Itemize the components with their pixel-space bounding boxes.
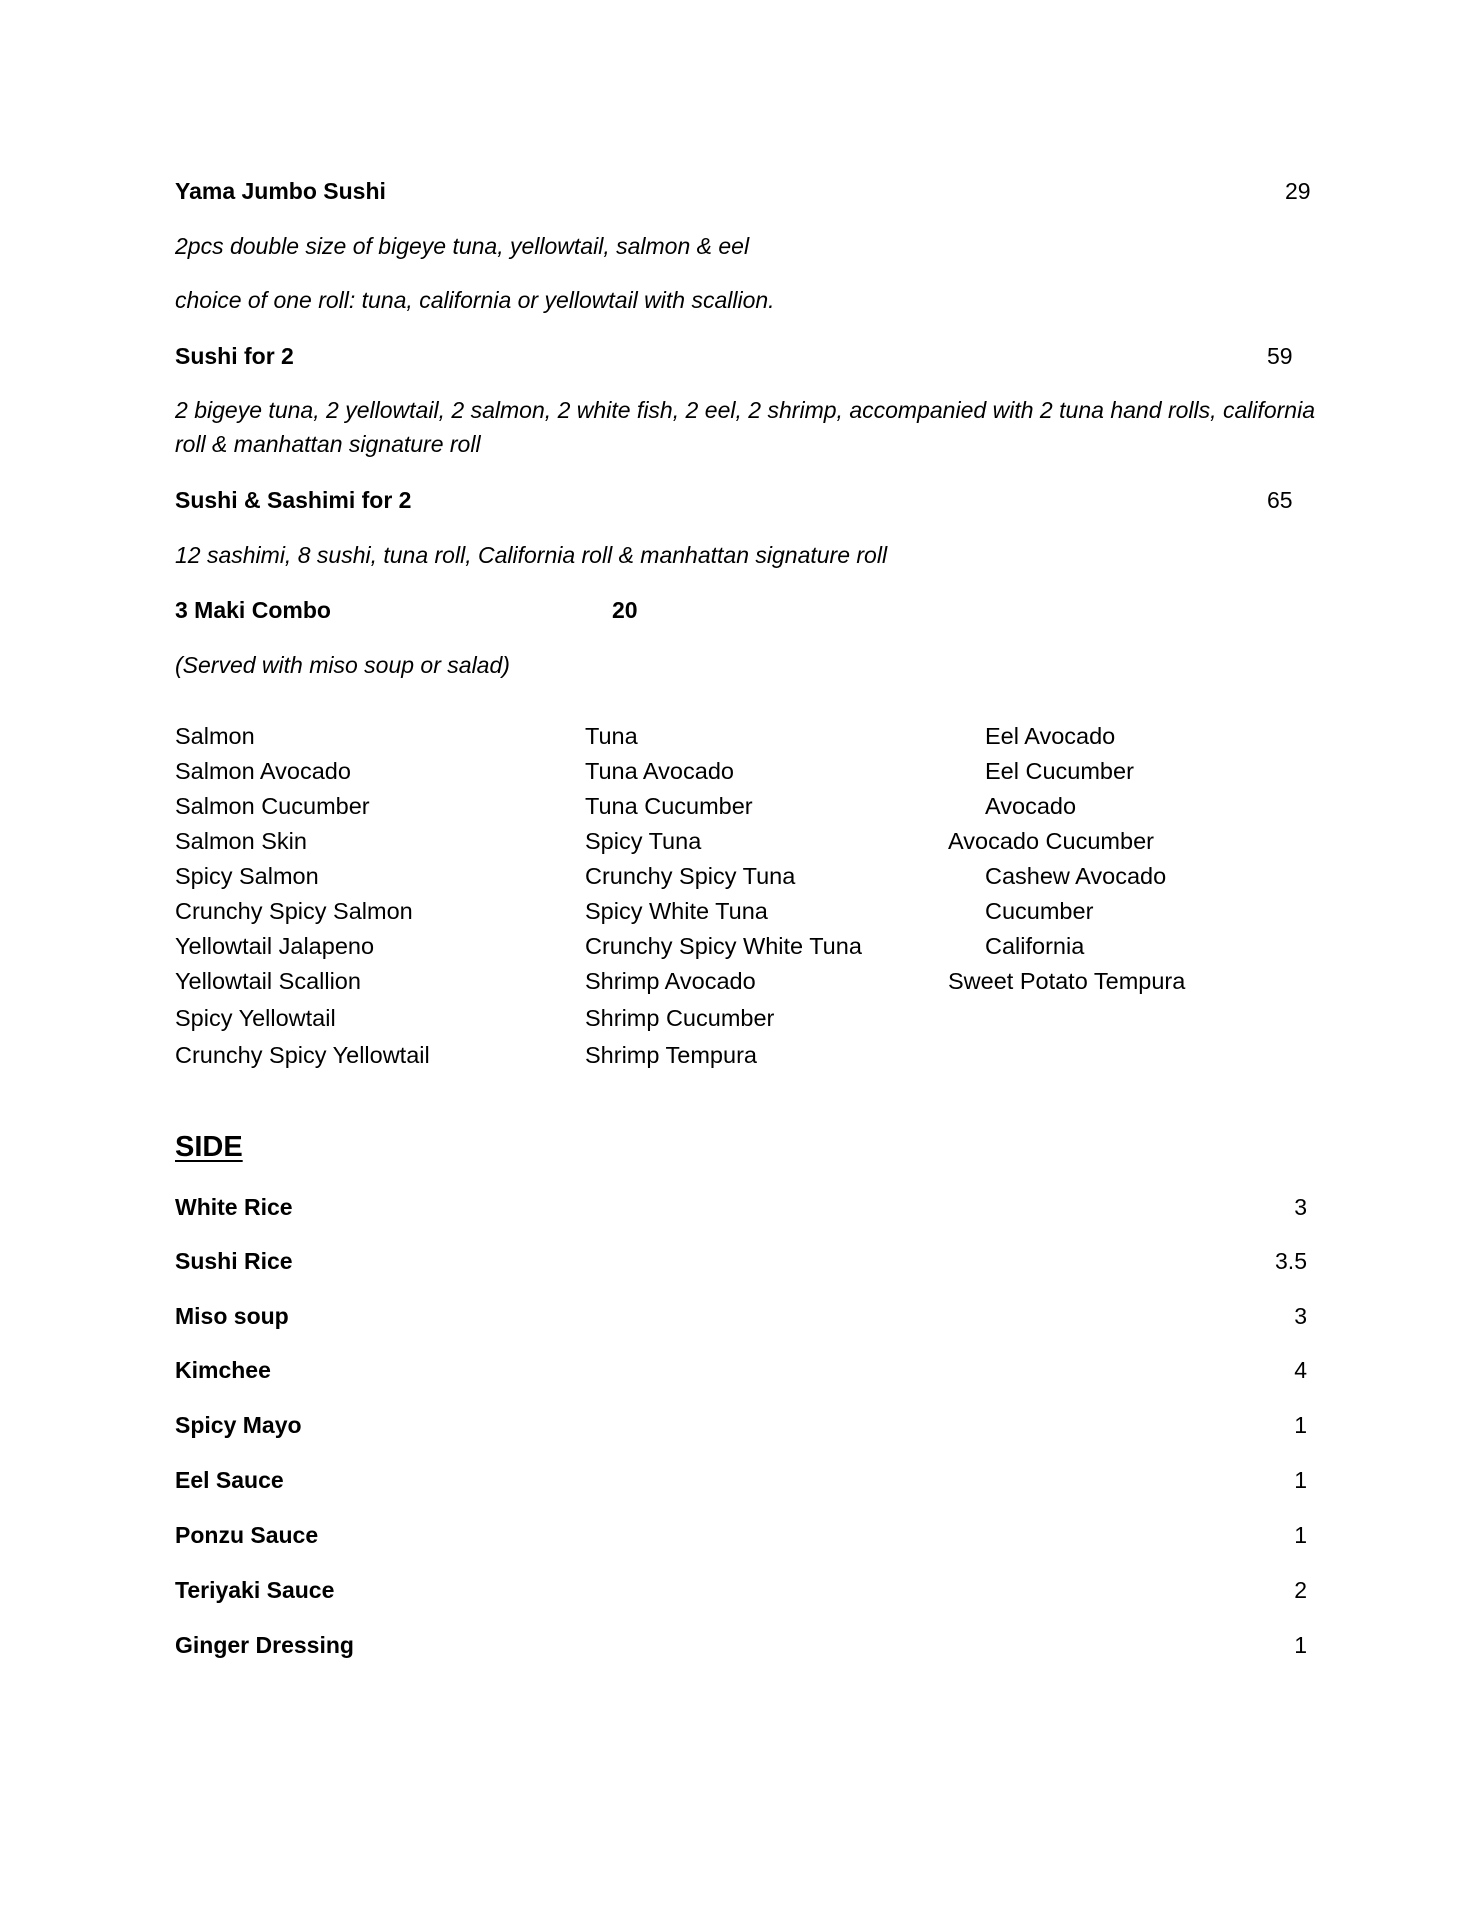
maki-option: Spicy White Tuna	[585, 898, 768, 924]
maki-option: Shrimp Avocado	[585, 968, 756, 994]
side-item-name: White Rice	[175, 1194, 293, 1220]
item-description: 12 sashimi, 8 sushi, tuna roll, California roll & manhattan signature roll	[175, 542, 888, 568]
item-title: Yama Jumbo Sushi	[175, 178, 386, 204]
maki-option: Avocado Cucumber	[948, 828, 1154, 854]
side-item-price: 1	[1294, 1412, 1307, 1438]
maki-option: Cashew Avocado	[985, 863, 1167, 889]
side-item-price: 1	[1294, 1467, 1307, 1493]
side-item-price: 1	[1294, 1522, 1307, 1548]
item-price: 29	[1285, 178, 1311, 204]
maki-option: Salmon Skin	[175, 828, 307, 854]
side-item-price: 3.5	[1275, 1248, 1307, 1274]
maki-option: Eel Cucumber	[985, 758, 1134, 784]
section-heading: SIDE	[175, 1131, 243, 1163]
maki-option: Crunchy Spicy Salmon	[175, 898, 413, 924]
side-item-name: Ginger Dressing	[175, 1632, 354, 1658]
maki-option: Spicy Yellowtail	[175, 1005, 336, 1031]
side-item-name: Kimchee	[175, 1357, 271, 1383]
side-item-price: 3	[1294, 1194, 1307, 1220]
item-title: Sushi for 2	[175, 343, 294, 369]
item-price: 65	[1267, 487, 1293, 513]
maki-option: Tuna	[585, 723, 638, 749]
maki-option: Yellowtail Scallion	[175, 968, 361, 994]
side-item-name: Spicy Mayo	[175, 1412, 302, 1438]
maki-option: Yellowtail Jalapeno	[175, 933, 375, 959]
item-price: 59	[1267, 343, 1293, 369]
maki-option: California	[985, 933, 1085, 959]
side-item-name: Teriyaki Sauce	[175, 1577, 335, 1603]
side-item-name: Eel Sauce	[175, 1467, 284, 1493]
side-item-name: Sushi Rice	[175, 1248, 293, 1274]
side-item-name: Miso soup	[175, 1303, 289, 1329]
combo-note: (Served with miso soup or salad)	[175, 652, 510, 678]
maki-option: Shrimp Tempura	[585, 1042, 757, 1068]
item-description: choice of one roll: tuna, california or yellowtail with scallion.	[175, 287, 775, 313]
combo-price: 20	[612, 597, 638, 623]
side-item-name: Ponzu Sauce	[175, 1522, 319, 1548]
maki-option: Spicy Salmon	[175, 863, 319, 889]
side-item-price: 1	[1294, 1632, 1307, 1658]
maki-option: Salmon	[175, 723, 255, 749]
maki-option: Salmon Avocado	[175, 758, 351, 784]
maki-option: Crunchy Spicy Yellowtail	[175, 1042, 430, 1068]
side-item-price: 4	[1294, 1357, 1307, 1383]
maki-option: Shrimp Cucumber	[585, 1005, 775, 1031]
maki-option: Eel Avocado	[985, 723, 1116, 749]
maki-option: Salmon Cucumber	[175, 793, 370, 819]
maki-option: Avocado	[985, 793, 1077, 819]
maki-option: Sweet Potato Tempura	[948, 968, 1186, 994]
maki-option: Tuna Cucumber	[585, 793, 753, 819]
side-item-price: 3	[1294, 1303, 1307, 1329]
item-title: Sushi & Sashimi for 2	[175, 487, 412, 513]
maki-option: Cucumber	[985, 898, 1094, 924]
combo-title: 3 Maki Combo	[175, 597, 331, 623]
maki-option: Tuna Avocado	[585, 758, 734, 784]
maki-option: Crunchy Spicy White Tuna	[585, 933, 862, 959]
maki-option: Spicy Tuna	[585, 828, 702, 854]
maki-option: Crunchy Spicy Tuna	[585, 863, 796, 889]
item-description: 2pcs double size of bigeye tuna, yellowtail, salmon & eel	[175, 233, 750, 259]
item-description: 2 bigeye tuna, 2 yellowtail, 2 salmon, 2 white fish, 2 eel, 2 shrimp, accompanied with 2 tuna hand rolls, california roll & manhattan signature roll	[175, 397, 1315, 457]
side-item-price: 2	[1294, 1577, 1307, 1603]
